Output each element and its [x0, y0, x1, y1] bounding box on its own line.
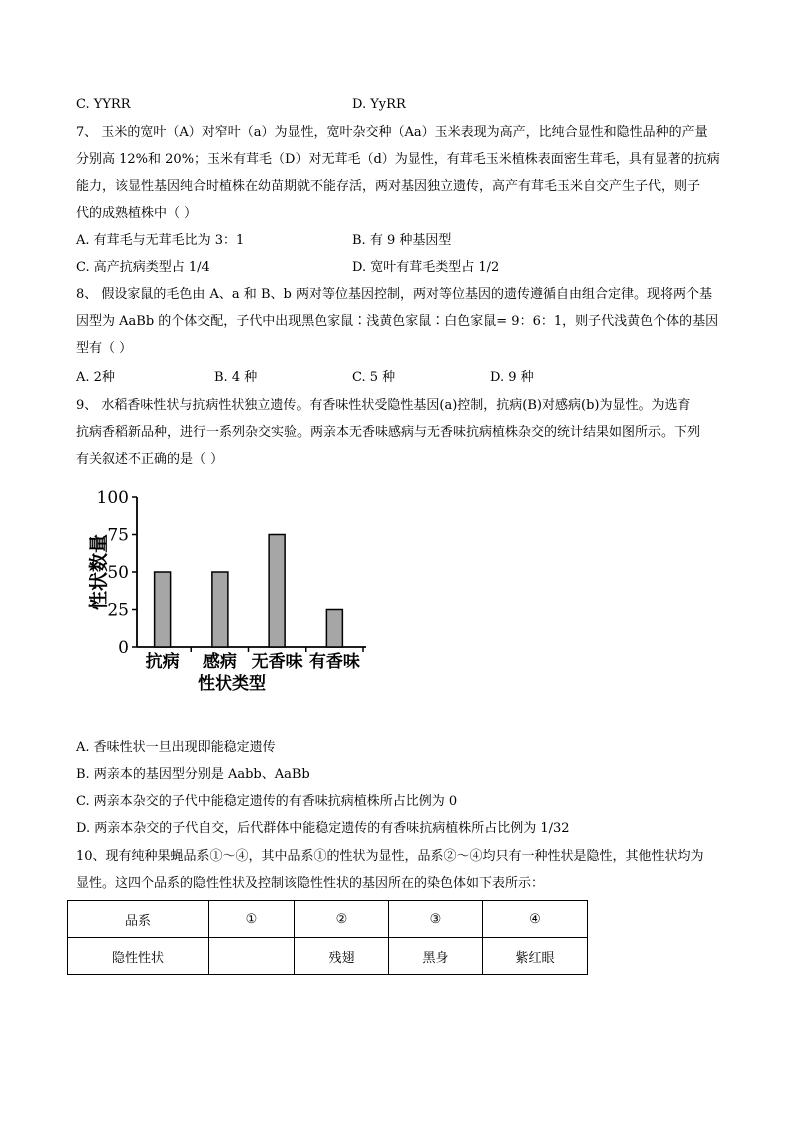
table-cell: 紫红眼	[483, 938, 588, 975]
q7-stem-line-2: 分别高 12%和 20%；玉米有茸毛（D）对无茸毛（d）为显性，有茸毛玉米植株表面密生茸毛，具有显著的抗病	[76, 152, 720, 167]
y-axis-label: 性状数量	[88, 533, 110, 611]
q10-strain-table	[67, 900, 588, 975]
q8-stem-line-3: 型有（ ）	[76, 341, 133, 356]
bar	[326, 610, 342, 648]
table-cell: 黑身	[389, 938, 483, 975]
q9-option-d: D. 两亲本杂交的子代自交，后代群体中能稳定遗传的有香味抗病植株所占比例为 1/32	[76, 821, 570, 836]
q8-option-b: B. 4 种	[214, 370, 258, 385]
table-header-cell: ③	[389, 901, 483, 938]
y-tick-label: 100	[96, 488, 129, 508]
q6-option-d: D. YyRR	[352, 97, 406, 112]
y-tick-label: 75	[107, 525, 129, 546]
q9-stem-line-2: 抗病香稻新品种，进行一系列杂交实验。两亲本无香味感病与无香味抗病植株杂交的统计结果如图所示。下列	[76, 425, 701, 440]
table-cell: 残翅	[295, 938, 389, 975]
table-cell: 隐性性状	[68, 938, 209, 975]
chart-plot-area	[87, 488, 366, 694]
y-tick-label: 0	[118, 638, 129, 658]
x-tick-label: 无香味	[251, 652, 303, 672]
bar	[212, 572, 228, 647]
q7-option-a: A. 有茸毛与无茸毛比为 3：1	[76, 233, 245, 248]
x-axis-label: 性状类型	[198, 674, 266, 694]
q7-stem-line-3: 能力，该显性基因纯合时植株在幼苗期就不能存活，两对基因独立遗传，高产有茸毛玉米自交产生子代，则子	[76, 179, 701, 194]
table-row	[68, 938, 588, 975]
q8-stem-line-2: 因型为 AaBb 的个体交配，子代中出现黑色家鼠∶浅黄色家鼠∶白色家鼠= 9：6：1，则子代浅黄色个体的基因	[76, 314, 719, 329]
y-tick-label: 25	[107, 600, 129, 621]
q9-option-b: B. 两亲本的基因型分别是 Aabb、AaBb	[76, 767, 310, 782]
table-cell	[209, 938, 295, 975]
q10-stem-line-1: 10、现有纯种果蝇品系①～④，其中品系①的性状为显性，品系②～④均只有一种性状是隐性，其他性状均为	[76, 849, 704, 864]
q9-stem-line-3: 有关叙述不正确的是（ ）	[76, 452, 224, 467]
table-header-cell: ②	[295, 901, 389, 938]
q7-option-b: B. 有 9 种基因型	[352, 233, 452, 248]
y-tick-label: 50	[107, 563, 129, 583]
table-header-cell: ④	[483, 901, 588, 938]
q6-option-c: C. YYRR	[76, 97, 131, 112]
q9-option-c: C. 两亲本杂交的子代中能稳定遗传的有香味抗病植株所占比例为 0	[76, 794, 458, 809]
q8-option-d: D. 9 种	[490, 370, 534, 385]
q8-option-c: C. 5 种	[352, 370, 396, 385]
q8-stem-line-1: 8、 假设家鼠的毛色由 A、a 和 B、b 两对等位基因控制，两对等位基因的遗传遵循自由组合定律。现将两个基	[76, 287, 712, 302]
q7-stem-line-1: 7、 玉米的宽叶（A）对窄叶（a）为显性，宽叶杂交种（Aa）玉米表现为高产，比纯合显性和隐性品种的产量	[76, 125, 708, 140]
q7-stem-line-4: 代的成熟植株中（ ）	[76, 206, 198, 221]
table-header-row	[68, 901, 588, 938]
q7-option-c: C. 高产抗病类型占 1/4	[76, 260, 210, 275]
x-tick-label: 有香味	[308, 652, 360, 672]
table-header-cell: ①	[209, 901, 295, 938]
q7-option-d: D. 宽叶有茸毛类型占 1/2	[352, 260, 500, 275]
x-tick-label: 感病	[202, 652, 237, 672]
q9-option-a: A. 香味性状一旦出现即能稳定遗传	[76, 740, 276, 755]
q9-bar-chart	[80, 482, 380, 697]
x-tick-label: 抗病	[145, 652, 180, 672]
bar	[269, 535, 285, 648]
q10-stem-line-2: 显性。这四个品系的隐性性状及控制该隐性性状的基因所在的染色体如下表所示：	[76, 876, 545, 891]
bar	[155, 572, 171, 647]
q9-stem-line-1: 9、 水稻香味性状与抗病性状独立遗传。有香味性状受隐性基因(a)控制，抗病(B)对感病(b)为显性。为选育	[76, 398, 691, 413]
table-header-cell: 品系	[68, 901, 209, 938]
q8-option-a: A. 2种	[76, 370, 115, 385]
